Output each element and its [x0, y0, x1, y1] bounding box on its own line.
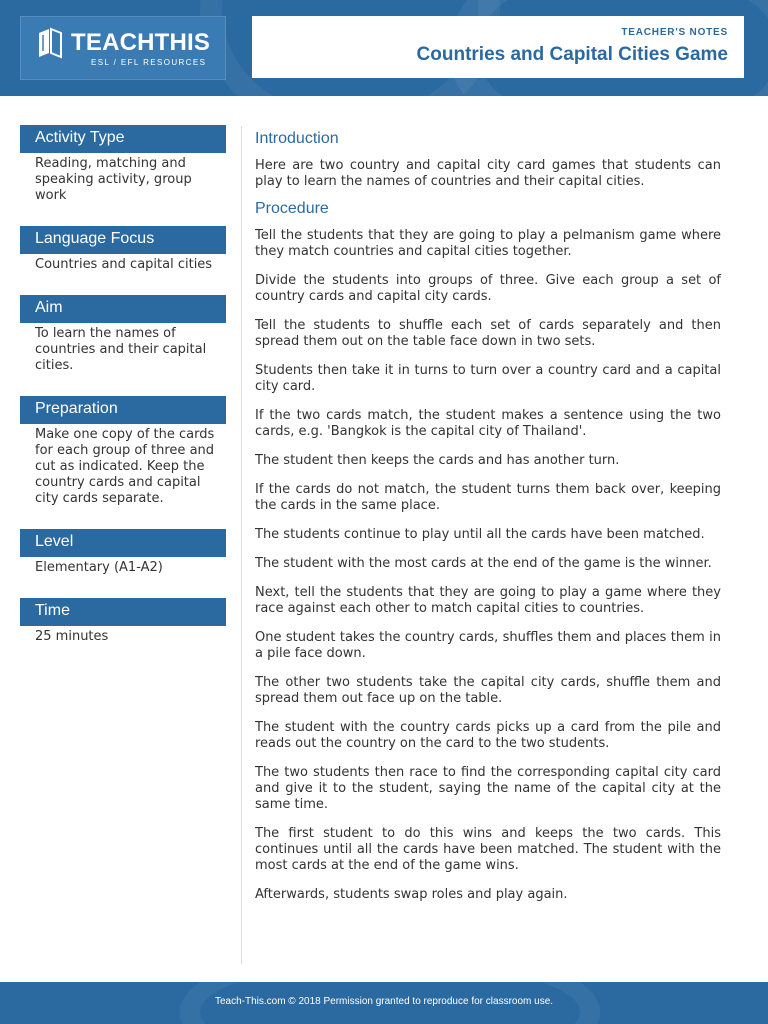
section-heading: Activity Type: [20, 125, 226, 153]
procedure-step: If the two cards match, the student makes a sentence using the two cards, e.g. 'Bangkok is the capital city of Thailand'.: [255, 408, 721, 439]
column-divider: [241, 126, 242, 964]
language-focus-section: [20, 226, 226, 273]
section-body: Elementary (A1-A2): [35, 560, 163, 575]
activity-type-section: [20, 125, 226, 204]
introduction-text: Here are two country and capital city card games that students can play to learn the names of countries and their capital cities.: [255, 158, 721, 189]
section-heading: Language Focus: [20, 226, 226, 254]
preparation-section: [20, 396, 226, 507]
procedure-step: The student then keeps the cards and has another turn.: [255, 453, 620, 468]
section-body: Make one copy of the cards for each group of three and cut as indicated. Keep the country cards and capital city cards separate.: [35, 427, 215, 506]
title-panel: [252, 16, 744, 78]
section-body: 25 minutes: [35, 629, 109, 644]
level-section: [20, 529, 226, 576]
procedure-step: The student with the most cards at the end of the game is the winner.: [255, 556, 712, 571]
time-section: [20, 598, 226, 645]
main-content: [255, 130, 721, 916]
copyright-notice: Teach-This.com © 2018 Permission granted to reproduce for classroom use.: [214, 996, 554, 1007]
procedure-heading: Procedure: [255, 200, 329, 217]
book-icon: [35, 27, 65, 59]
procedure-step: If the cards do not match, the student turns them back over, keeping the cards in the same place.: [255, 482, 721, 513]
section-body: Reading, matching and speaking activity, group work: [35, 156, 192, 203]
procedure-step: Afterwards, students swap roles and play again.: [255, 887, 568, 902]
procedure-step: The students continue to play until all the cards have been matched.: [255, 527, 705, 542]
logo[interactable]: [20, 16, 226, 80]
section-heading: Time: [20, 598, 226, 626]
section-heading: Aim: [20, 295, 226, 323]
procedure-step: The first student to do this wins and keeps the two cards. This continues until all the cards have been matched. The student with the most cards at the end of the game wins.: [255, 826, 721, 873]
procedure-step: Next, tell the students that they are going to play a game where they race against each other to match capital cities to countries.: [255, 585, 721, 616]
introduction-heading: Introduction: [255, 130, 339, 147]
header-banner: [0, 0, 768, 96]
procedure-step: The student with the country cards picks up a card from the pile and reads out the country on the card to the two students.: [255, 720, 721, 751]
document-kicker: TEACHER'S NOTES: [621, 27, 728, 38]
procedure-step: Divide the students into groups of three. Give each group a set of country cards and capital city cards.: [255, 273, 721, 304]
procedure-step: The other two students take the capital city cards, shuffle them and spread them out face up on the table.: [255, 675, 721, 706]
procedure-step: Tell the students that they are going to play a pelmanism game where they match countries and capital cities together.: [255, 228, 721, 259]
procedure-step: Students then take it in turns to turn over a country card and a capital city card.: [255, 363, 721, 394]
aim-section: [20, 295, 226, 374]
info-sidebar: [20, 125, 226, 667]
procedure-step: The two students then race to find the corresponding capital city card and give it to the student, saying the name of the capital city at the same time.: [255, 765, 721, 812]
section-heading: Preparation: [20, 396, 226, 424]
section-heading: Level: [20, 529, 226, 557]
section-body: To learn the names of countries and their capital cities.: [35, 326, 207, 373]
procedure-step: Tell the students to shuffle each set of cards separately and then spread them out on the table face down in two sets.: [255, 318, 721, 349]
logo-name: TEACHTHIS: [71, 29, 211, 56]
footer-bar: [0, 982, 768, 1024]
page-title: Countries and Capital Cities Game: [416, 44, 728, 65]
logo-tagline: ESL / EFL RESOURCES: [91, 58, 207, 67]
section-body: Countries and capital cities: [35, 257, 213, 272]
procedure-step: One student takes the country cards, shuffles them and places them in a pile face down.: [255, 630, 721, 661]
